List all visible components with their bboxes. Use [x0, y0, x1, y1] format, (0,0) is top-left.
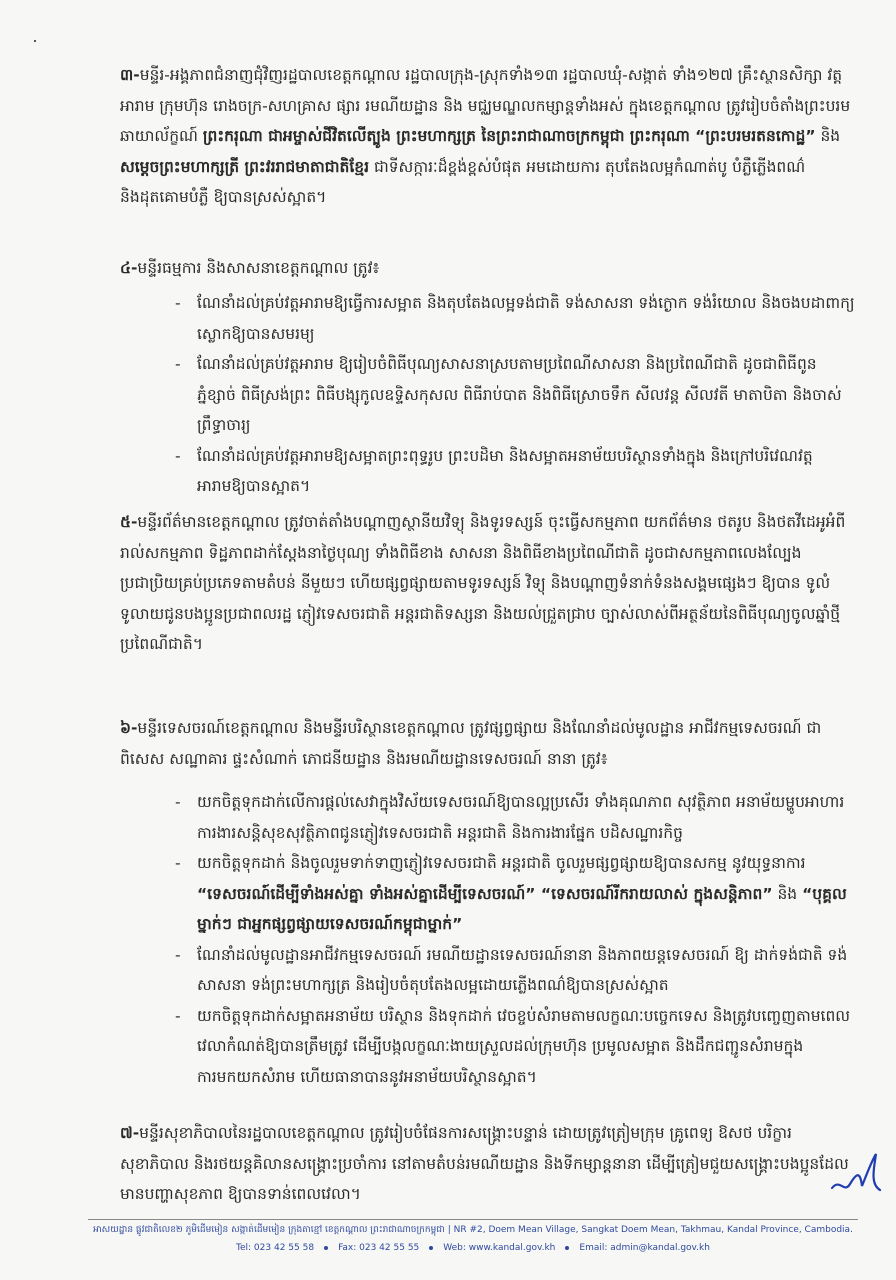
list-item: - ណែនាំដល់មូលដ្ឋានអាជីវកម្មទេសចរណ៍ រមណីយដ្ឋានទេសចរណ៍នានា និងភាពយន្តទេសចរណ៍ ឱ្យ ដាក់ទង់ជាតិ ទង់សាសនា ទង់ព្រះមហាក្សត្រ និងរៀបចំតុបតែងលម្អដោយភ្លើងពណ៌ឱ្យបានស្រស់ស្អាត	[175, 945, 848, 994]
item-text-tail: ជាទីសក្ការៈដ៏ខ្ពង់ខ្ពស់បំផុត អមដោយការ តុបតែងលម្អកំណាត់បូ បំភ្លឺភ្លើងពណ៌ និងដុតគោមបំភ្លឺ ឱ្យបានស្រស់ស្អាត។	[120, 157, 806, 206]
item-bold-text: ព្រះករុណា ជាអម្ចាស់ជីវិតលើត្បូង ព្រះមហាក្សត្រ នៃព្រះរាជាណាចក្រកម្ពុជា ព្រះករុណា “ព្រះបរមរតនកោដ្ឋ”	[202, 127, 816, 145]
footer-web: Web: www.kandal.gov.kh	[443, 1243, 556, 1253]
item-6-bullet-list	[175, 787, 855, 1092]
footer-divider	[88, 1219, 858, 1220]
item-text: មន្ទីរព័ត៌មានខេត្តកណ្តាល ត្រូវចាត់តាំងបណ្តាញស្ថានីយវិទ្យុ និងទូរទស្សន៍ ចុះធ្វើសកម្មភាព យកព័ត៌មាន ថតរូប និងថតវីដេអូអំពីរាល់សកម្មភាព ទិដ្ឋភាពដាក់ស្តែងនាថ្ងៃបុណ្យ ទាំងពិធីខាង សាសនា និងពិធីខាងប្រពៃណីជាតិ ដូចជាសកម្មភាពលេងល្បែងប្រជាប្រិយគ្រប់ប្រភេទតាមតំបន់ នីមួយៗ ហើយផ្សព្វផ្សាយតាមទូរទស្សន៍ វិទ្យុ និងបណ្តាញទំនាក់ទំនងសង្គមផ្សេងៗ ឱ្យបាន ទូលំទូលាយជូនបងប្អូនប្រជាពលរដ្ឋ ភ្ញៀវទេសចរជាតិ អន្តរជាតិទស្សនា និងយល់ជ្រួតជ្រាប ច្បាស់លាស់ពីអត្ថន័យនៃពិធីបុណ្យចូលឆ្នាំថ្មីប្រពៃណីជាតិ។	[120, 513, 846, 653]
item-text-mid: និង	[815, 127, 841, 145]
item-4-bullet-list	[175, 288, 855, 502]
bullet-dot-icon	[565, 1246, 569, 1250]
item-number: ៥-	[120, 513, 138, 531]
item-text: មន្ទីរសុខាភិបាលនៃរដ្ឋបាលខេត្តកណ្តាល ត្រូវរៀបចំផែនការសង្គ្រោះបន្ទាន់ ដោយត្រូវត្រៀមក្រុម គ្រូពេទ្យ ឱសថ បរិក្ខារសុខាភិបាល និងរថយន្តគិលានសង្គ្រោះប្រចាំការ នៅតាមតំបន់រមណីយដ្ឋាន និងទីកម្សាន្តនានា ដើម្បីត្រៀមជួយសង្គ្រោះបងប្អូនដែលមានបញ្ហាសុខភាព ឱ្យបានទាន់ពេលវេលា។	[120, 1124, 849, 1203]
list-item: - យកចិត្តទុកដាក់ និងចូលរួមទាក់ទាញភ្ញៀវទេសចរជាតិ អន្តរជាតិ ចូលរួមផ្សព្វផ្សាយឱ្យបានសកម្ម នូវយុទ្ធនាការ “ទេសចរណ៍ដើម្បីទាំងអស់គ្នា ទាំងអស់គ្នាដើម្បីទេសចរណ៍” “ទេសចរណ៍រីករាយលាស់ ក្នុងសន្តិភាព” និង “បុគ្គលម្នាក់ៗ ជាអ្នកផ្សព្វផ្សាយទេសចរណ៍កម្ពុជាម្នាក់”	[175, 854, 847, 933]
list-item: - ណែនាំដល់គ្រប់វត្តអារាមឱ្យធ្វើការសម្អាត និងតុបតែងលម្អទង់ជាតិ ទង់សាសនា ទង់ក្ងោក ទង់រំយោល និងចងបដាពាក្យស្លោកឱ្យបានសមរម្យ	[175, 294, 855, 343]
bullet-dot-icon	[324, 1246, 328, 1250]
list-item: - ណែនាំដល់គ្រប់វត្តអារាម ឱ្យរៀបចំពិធីបុណ្យសាសនាស្របតាមប្រពៃណីសាសនា និងប្រពៃណីជាតិ ដូចជាពិធីពូនភ្នំខ្សាច់ ពិធីស្រង់ព្រះ ពិធីបង្សុកូលឧទ្ទិសកុសល ពិធីរាប់បាត និងពិធីស្រោចទឹក សីលវន្ត សីលវតី មាតាបិតា និងចាស់ព្រឹទ្ធាចារ្យ	[175, 355, 842, 434]
section-item-4	[120, 253, 855, 284]
item-bold-text-2: សម្តេចព្រះមហាក្សត្រី ព្រះវររាជមាតាជាតិខ្មែរ	[120, 157, 370, 176]
section-item-6	[120, 713, 855, 774]
section-item-7	[120, 1118, 855, 1210]
footer-contacts	[88, 1243, 858, 1253]
footer-tel: Tel: 023 42 55 58	[236, 1243, 315, 1253]
bullet-dot-icon	[429, 1246, 433, 1250]
section-item-5	[120, 507, 855, 660]
footer-email: Email: admin@kandal.gov.kh	[579, 1243, 710, 1253]
list-item: - យកចិត្តទុកដាក់លើការផ្តល់សេវាក្នុងវិស័យទេសចរណ៍ឱ្យបានល្អប្រសើរ ទាំងគុណភាព សុវត្ថិភាព អនាម័យម្ហូបអាហារ ការងារសន្តិសុខសុវត្ថិភាពជូនភ្ញៀវទេសចរជាតិ អន្តរជាតិ និងការងារផ្នែក បដិសណ្ឋារកិច្ច	[175, 793, 845, 842]
item-number: ៦-	[120, 719, 138, 737]
item-text: មន្ទីរ-អង្គភាពជំនាញជុំវិញរដ្ឋបាលខេត្តកណ្តាល រដ្ឋបាលក្រុង-ស្រុកទាំង១៣ រដ្ឋបាលឃុំ-សង្កាត់ ទាំង១២៧ គ្រឹះស្ថានសិក្សា វត្តអារាម ក្រុមហ៊ុន រោងចក្រ-សហគ្រាស ផ្សារ រមណីយដ្ឋាន និង មជ្ឈមណ្ឌលកម្សាន្តទាំងអស់ ក្នុងខេត្តកណ្តាល ត្រូវរៀបចំតាំងព្រះបរមឆាយាល័ក្ខណ៍	[120, 66, 851, 145]
item-text: មន្ទីរធម្មការ និងសាសនាខេត្តកណ្តាល ត្រូវ៖	[137, 259, 380, 277]
item-text: មន្ទីរទេសចរណ៍ខេត្តកណ្តាល និងមន្ទីរបរិស្ថានខេត្តកណ្តាល ត្រូវផ្សព្វផ្សាយ និងណែនាំដល់មូលដ្ឋាន អាជីវកម្មទេសចរណ៍ ជាពិសេស សណ្ឋាគារ ផ្ទះសំណាក់ ភោជនីយដ្ឋាន និងរមណីយដ្ឋានទេសចរណ៍ នានា ត្រូវ៖	[120, 719, 822, 768]
footer-address: អាសយដ្ឋាន ផ្លូវជាតិលេខ២ ភូមិដើមមៀន សង្កាត់ដើមមៀន ក្រុងតាខ្មៅ ខេត្តកណ្តាល ព្រះរាជាណាចក្រកម្ពុជា | NR #2, Doem Mean Village, Sangkat Doem Mean, Takhmau, Kandal Province, Cambodia.	[93, 1225, 853, 1235]
item-number: ៤-	[120, 259, 138, 277]
list-item: - យកចិត្តទុកដាក់សម្អាតអនាម័យ បរិស្ថាន និងទុកដាក់ វេចខ្ចប់សំរាមតាមលក្ខណៈបច្ចេកទេស និងត្រូវបញ្ចេញតាមពេលវេលាកំណត់ឱ្យបានត្រឹមត្រូវ ដើម្បីបង្កលក្ខណៈងាយស្រួលដល់ក្រុមហ៊ុន ប្រមូលសម្អាត និងដឹកជញ្ជូនសំរាមក្នុងការមកយកសំរាម ហើយធានាបាននូវអនាម័យបរិស្ថានស្អាត។	[175, 1006, 851, 1086]
list-item: - ណែនាំដល់គ្រប់វត្តអារាមឱ្យសម្អាតព្រះពុទ្ធរូប ព្រះបដិមា និងសម្អាតអនាម័យបរិស្ថានទាំងក្នុង និងក្រៅបរិវេណវត្តអារាមឱ្យបានស្អាត។	[175, 446, 813, 495]
scan-speck	[34, 40, 36, 42]
section-item-3	[120, 60, 855, 213]
footer-fax: Fax: 023 42 55 55	[338, 1243, 420, 1253]
item-number: ៣-	[120, 66, 140, 84]
item-number: ៧-	[120, 1124, 140, 1142]
signature-initial-mark	[826, 1150, 886, 1200]
